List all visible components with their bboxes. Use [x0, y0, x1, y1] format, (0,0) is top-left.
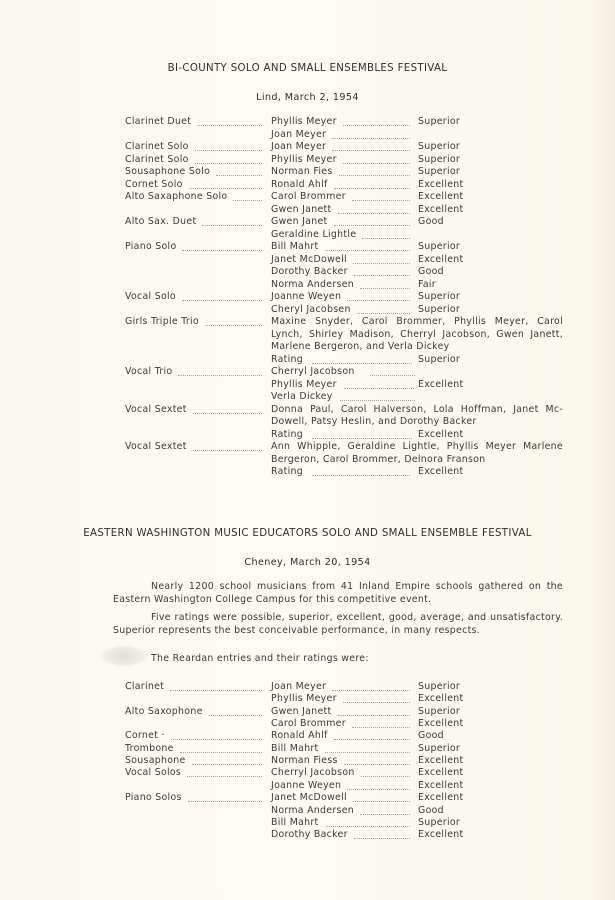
sextet2-members: Ann Whipple, Geraldine Lightle, Phyllis Meyer Marlene Bergeron, Carol Brommer, Delnora Franson: [271, 441, 563, 465]
event-name: Vocal Sextet: [125, 441, 187, 452]
leader-dots: [325, 250, 410, 251]
leader-dots: [182, 300, 262, 301]
performer-name: Gwen Janett: [271, 203, 332, 215]
entries-intro: The Reardan entries and their ratings were:: [151, 653, 369, 664]
rating-value: Superior: [418, 816, 461, 828]
performer-name: Joan Meyer: [271, 128, 327, 140]
rating-value: Excellent: [418, 203, 464, 215]
leader-dots: [209, 715, 262, 716]
leader-dots: [362, 238, 410, 239]
rating-value: Good: [418, 266, 444, 277]
leader-dots: [334, 225, 410, 226]
table-row: [0, 767, 615, 780]
leader-dots: [360, 288, 410, 289]
event-name: Clarinet Duet: [125, 116, 192, 127]
performer-name: Bill Mahrt: [271, 241, 319, 252]
performer-name: Janet McDowell: [271, 792, 347, 804]
performer-name: Joan Meyer: [271, 141, 327, 152]
leader-dots: [370, 375, 415, 376]
rating-value: Superior: [418, 681, 461, 692]
table-row: [0, 755, 615, 768]
leader-dots: [195, 150, 262, 151]
table-row: [0, 266, 615, 279]
leader-dots: [360, 814, 410, 815]
performer-name: Phyllis Meyer: [271, 378, 337, 390]
performer-name: Bill Mahrt: [271, 816, 319, 828]
table-row: [0, 154, 615, 167]
event-name: Alto Saxaphone Solo: [125, 191, 228, 202]
vocal-trio-row: [0, 379, 615, 392]
leader-dots: [347, 789, 410, 790]
performer-name: Norman Fies: [271, 166, 333, 177]
leader-dots: [352, 727, 410, 728]
leader-dots: [338, 213, 410, 214]
rating-label: Rating: [271, 466, 304, 477]
rating-value: Excellent: [418, 792, 464, 804]
rating-value: Superior: [418, 116, 461, 127]
leader-dots: [188, 801, 262, 802]
event-name: Vocal Solos: [125, 767, 182, 779]
rating-value: Good: [418, 730, 444, 742]
table-row: [0, 829, 615, 842]
rating-value: Superior: [418, 241, 461, 252]
leader-dots: [339, 175, 410, 176]
rating-value: Excellent: [418, 428, 464, 440]
leader-dots: [354, 838, 410, 839]
leader-dots: [334, 188, 410, 189]
leader-dots: [325, 752, 410, 753]
leader-dots: [178, 375, 262, 376]
performer-name: Carol Brommer: [271, 191, 346, 202]
table-row: [0, 730, 615, 743]
leader-dots: [193, 413, 262, 414]
leader-dots: [202, 225, 262, 226]
event-name: Vocal Solo: [125, 291, 176, 302]
table-row: [0, 191, 615, 204]
section2-title: EASTERN WASHINGTON MUSIC EDUCATORS SOLO AND SMALL ENSEMBLE FESTIVAL: [83, 528, 532, 539]
paragraph-2: Five ratings were possible, superior, excellent, good, average, and unsatisfactory. Superior represents the best conceivable performance, in many respects.: [113, 612, 563, 636]
table-row: [0, 805, 615, 818]
table-row: [0, 706, 615, 719]
event-name: Piano Solos: [125, 792, 182, 804]
performer-name: Norman Fiess: [271, 755, 338, 767]
table-row: [0, 141, 615, 154]
rating-value: Good: [418, 216, 444, 227]
sextet2-rating-row: [0, 466, 615, 479]
leader-dots: [347, 300, 410, 301]
sextet1-rating-row: [0, 429, 615, 442]
rating-value: Superior: [418, 153, 461, 165]
leader-dots: [189, 188, 262, 189]
table-row: [0, 129, 615, 142]
paper-stain: [100, 645, 148, 667]
rating-value: Superior: [418, 705, 461, 717]
event-name: Alto Saxophone: [125, 705, 203, 717]
performer-name: Ronald Ahlf: [271, 178, 328, 190]
section1-subtitle: Lind, March 2, 1954: [256, 92, 359, 103]
performer-name: Bill Mahrt: [271, 742, 319, 754]
leader-dots: [312, 363, 412, 364]
girls-trio-rating-row: [0, 354, 615, 367]
table-row: [0, 718, 615, 731]
leader-dots: [216, 175, 262, 176]
rating-value: Superior: [418, 141, 461, 152]
table-row: [0, 792, 615, 805]
performer-name: Dorothy Backer: [271, 266, 348, 277]
vocal-trio-row: [0, 366, 615, 379]
table-row: [0, 304, 615, 317]
event-name: Cornet ·: [125, 730, 165, 742]
rating-value: Excellent: [418, 466, 464, 477]
leader-dots: [334, 739, 410, 740]
leader-dots: [170, 690, 262, 691]
leader-dots: [312, 475, 410, 476]
rating-label: Rating: [271, 353, 304, 365]
performer-name: Phyllis Meyer: [271, 693, 337, 705]
performer-name: Norma Andersen: [271, 278, 355, 290]
leader-dots: [338, 715, 410, 716]
performer-name: Carol Brommer: [271, 718, 346, 730]
event-name: Vocal Sextet: [125, 403, 187, 415]
leader-dots: [192, 764, 262, 765]
rating-label: Rating: [271, 428, 304, 440]
performer-name: Janet McDowell: [271, 253, 347, 265]
table-row: [0, 241, 615, 254]
leader-dots: [343, 163, 410, 164]
table-row: [0, 254, 615, 267]
performer-name: Joan Meyer: [271, 681, 327, 692]
table-row: [0, 681, 615, 694]
performer-name: Phyllis Meyer: [271, 116, 337, 127]
event-name: Cornet Solo: [125, 178, 183, 190]
event-name: Alto Sax. Duet: [125, 216, 197, 227]
section2-subtitle: Cheney, March 20, 1954: [244, 557, 371, 568]
rating-value: Superior: [418, 353, 461, 365]
performer-name: Cherryl Jacobson: [271, 767, 355, 779]
leader-dots: [344, 388, 414, 389]
table-row: [0, 743, 615, 756]
leader-dots: [354, 275, 410, 276]
performer-name: Gwen Janett: [271, 705, 332, 717]
table-row: [0, 166, 615, 179]
rating-value: Excellent: [418, 693, 464, 705]
leader-dots: [325, 826, 410, 827]
event-name: Clarinet Solo: [125, 153, 189, 165]
performer-name: Gwen Janet: [271, 216, 328, 227]
table-row: [0, 291, 615, 304]
performer-name: Joanne Weyen: [271, 291, 342, 302]
leader-dots: [312, 438, 412, 439]
table-row: [0, 204, 615, 217]
performer-name: Verla Dickey: [271, 391, 333, 402]
leader-dots: [180, 752, 262, 753]
leader-dots: [233, 200, 262, 201]
leader-dots: [193, 450, 262, 451]
performer-name: Dorothy Backer: [271, 829, 348, 841]
event-name: Sousaphone: [125, 755, 186, 767]
leader-dots: [332, 138, 410, 139]
leader-dots: [182, 250, 262, 251]
leader-dots: [357, 313, 410, 314]
leader-dots: [171, 739, 262, 740]
leader-dots: [195, 163, 262, 164]
leader-dots: [353, 263, 410, 264]
rating-value: Excellent: [418, 378, 464, 390]
performer-name: Geraldine Lightle: [271, 228, 357, 240]
event-name: Clarinet: [125, 681, 165, 692]
vocal-trio-row: [0, 391, 615, 404]
leader-dots: [332, 690, 410, 691]
event-name: Clarinet Solo: [125, 141, 189, 152]
leader-dots: [343, 125, 410, 126]
rating-value: Good: [418, 804, 444, 816]
event-name: Trombone: [125, 742, 174, 754]
rating-value: Superior: [418, 742, 461, 754]
event-name: Girls Triple Trio: [125, 316, 199, 327]
rating-value: Excellent: [418, 779, 464, 791]
sextet1-members: Donna Paul, Carol Halverson, Lola Hoffman, Janet Mc-Dowell, Patsy Heslin, and Dorothy Backer: [271, 403, 563, 427]
rating-value: Fair: [418, 278, 436, 290]
leader-dots: [353, 801, 410, 802]
event-name: Vocal Trio: [125, 366, 173, 377]
table-row: [0, 279, 615, 292]
rating-value: Excellent: [418, 191, 464, 202]
table-row: [0, 229, 615, 242]
rating-value: Excellent: [418, 767, 464, 779]
performer-name: Cherryl Jacobson: [271, 366, 355, 377]
rating-value: Superior: [418, 291, 461, 302]
table-row: [0, 179, 615, 192]
event-name: Piano Solo: [125, 241, 177, 252]
table-row: [0, 116, 615, 129]
leader-dots: [197, 125, 262, 126]
leader-dots: [343, 702, 410, 703]
table-row: [0, 817, 615, 830]
rating-value: Excellent: [418, 253, 464, 265]
rating-value: Excellent: [418, 829, 464, 841]
paragraph-1: Nearly 1200 school musicians from 41 Inland Empire schools gathered on the Eastern Washington College Campus for this competitive event.: [113, 581, 563, 605]
leader-dots: [361, 776, 410, 777]
table-row: [0, 216, 615, 229]
section1-title: BI-COUNTY SOLO AND SMALL ENSEMBLES FESTIVAL: [167, 63, 448, 74]
table-row: [0, 693, 615, 706]
leader-dots: [332, 150, 410, 151]
rating-value: Excellent: [418, 755, 464, 767]
leader-dots: [352, 200, 410, 201]
performer-name: Cheryl Jacobsen: [271, 303, 351, 315]
performer-name: Ronald Ahlf: [271, 730, 328, 742]
rating-value: Excellent: [418, 178, 464, 190]
rating-value: Superior: [418, 166, 461, 177]
rating-value: Superior: [418, 303, 461, 315]
rating-value: Excellent: [418, 718, 464, 730]
leader-dots: [205, 325, 262, 326]
performer-name: Joanne Weyen: [271, 779, 342, 791]
girls-trio-members: Maxine Snyder, Carol Brommer, Phyllis Meyer, Carol Lynch, Shirley Madison, Cherryl Jacobson, Gwen Janett, Marlene Bergeron, and Verla Dickey: [271, 316, 563, 352]
leader-dots: [187, 776, 262, 777]
table-row: [0, 780, 615, 793]
leader-dots: [344, 764, 410, 765]
event-name: Sousaphone Solo: [125, 166, 211, 177]
leader-dots: [340, 400, 415, 401]
performer-name: Phyllis Meyer: [271, 153, 337, 165]
performer-name: Norma Andersen: [271, 804, 355, 816]
